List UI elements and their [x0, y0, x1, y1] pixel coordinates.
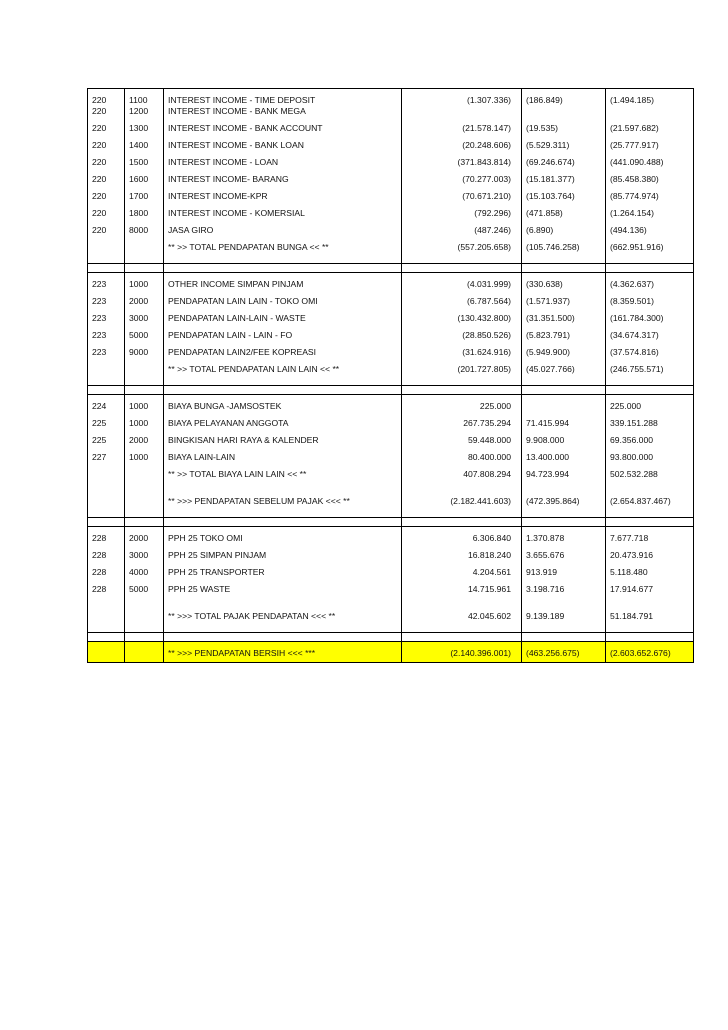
account-group-cell: 220 [88, 117, 125, 134]
value-cell-2: (5.529.311) [522, 134, 606, 151]
table-row [88, 151, 694, 168]
value-cell-1: 59.448.000 [402, 429, 522, 446]
separator-row [88, 386, 694, 395]
empty-cell [88, 480, 125, 490]
account-description-cell: PENDAPATAN LAIN LAIN - TOKO OMI [164, 290, 402, 307]
total-value-cell-3: (2.654.837.467) [606, 490, 694, 507]
account-group-cell: 227 [88, 446, 125, 463]
total-value-cell-2: (45.027.766) [522, 358, 606, 375]
empty-cell [125, 595, 164, 605]
empty-cell [164, 375, 402, 386]
table-row [88, 395, 694, 413]
empty-cell [402, 375, 522, 386]
total-value-cell-1: (2.182.441.603) [402, 490, 522, 507]
account-group-cell: 220 [88, 134, 125, 151]
account-group-cell: 223 [88, 341, 125, 358]
value-cell-1: (70.277.003) [402, 168, 522, 185]
separator-row [88, 264, 694, 273]
empty-cell [125, 507, 164, 518]
table-row [88, 134, 694, 151]
empty-cell [88, 236, 125, 253]
value-cell-1: 16.818.240 [402, 544, 522, 561]
account-code-cell: 5000 [125, 324, 164, 341]
empty-cell [402, 622, 522, 633]
empty-cell [606, 507, 694, 518]
empty-cell [88, 463, 125, 480]
empty-cell [606, 253, 694, 264]
account-description-cell: INTEREST INCOME - BANK MEGA [164, 106, 402, 117]
table-row [88, 117, 694, 134]
value-cell-2: 1.370.878 [522, 527, 606, 545]
value-cell-3: (85.774.974) [606, 185, 694, 202]
total-value-cell-1: 407.808.294 [402, 463, 522, 480]
value-cell-3: (4.362.637) [606, 273, 694, 291]
account-code-cell: 1000 [125, 446, 164, 463]
value-cell-3: (37.574.816) [606, 341, 694, 358]
empty-cell [88, 264, 125, 273]
value-cell-2: 3.655.676 [522, 544, 606, 561]
empty-cell [522, 507, 606, 518]
net-income-row [88, 642, 694, 663]
account-group-cell: 228 [88, 544, 125, 561]
value-cell-2: (69.246.674) [522, 151, 606, 168]
value-cell-2: 71.415.994 [522, 412, 606, 429]
total-row [88, 490, 694, 507]
value-cell-3: 20.473.916 [606, 544, 694, 561]
total-value-cell-3: 502.532.288 [606, 463, 694, 480]
value-cell-3: 7.677.718 [606, 527, 694, 545]
value-cell-1: (20.248.606) [402, 134, 522, 151]
empty-cell [402, 480, 522, 490]
table-row [88, 202, 694, 219]
value-cell-1: 267.735.294 [402, 412, 522, 429]
value-cell-2: (15.181.377) [522, 168, 606, 185]
table-row [88, 446, 694, 463]
value-cell-2: (6.890) [522, 219, 606, 236]
value-cell-1: (371.843.814) [402, 151, 522, 168]
value-cell-1: (21.578.147) [402, 117, 522, 134]
total-label-cell: ** >> TOTAL PENDAPATAN BUNGA << ** [164, 236, 402, 253]
value-cell-3: (21.597.682) [606, 117, 694, 134]
empty-cell [125, 642, 164, 663]
spacer-row [88, 375, 694, 386]
spacer-row [88, 507, 694, 518]
total-label-cell: ** >> TOTAL PENDAPATAN LAIN LAIN << ** [164, 358, 402, 375]
account-group-cell: 228 [88, 561, 125, 578]
account-group-cell: 223 [88, 273, 125, 291]
empty-cell [164, 386, 402, 395]
table-row [88, 341, 694, 358]
account-group-cell: 225 [88, 412, 125, 429]
value-cell-1: (4.031.999) [402, 273, 522, 291]
empty-cell [88, 375, 125, 386]
value-cell-3: 17.914.677 [606, 578, 694, 595]
account-description-cell: INTEREST INCOME- BARANG [164, 168, 402, 185]
empty-cell [164, 595, 402, 605]
account-code-cell: 1300 [125, 117, 164, 134]
value-cell-3: (161.784.300) [606, 307, 694, 324]
empty-cell [88, 358, 125, 375]
value-cell-2: 913.919 [522, 561, 606, 578]
empty-cell [88, 633, 125, 642]
table-row [88, 578, 694, 595]
table-row [88, 89, 694, 107]
separator-row [88, 633, 694, 642]
account-code-cell: 3000 [125, 307, 164, 324]
value-cell-2: (19.535) [522, 117, 606, 134]
account-description-cell: PPH 25 TRANSPORTER [164, 561, 402, 578]
account-description-cell: JASA GIRO [164, 219, 402, 236]
account-group-cell: 220 [88, 151, 125, 168]
empty-cell [522, 375, 606, 386]
empty-cell [125, 375, 164, 386]
table-row [88, 219, 694, 236]
account-code-cell: 1000 [125, 273, 164, 291]
account-description-cell: BIAYA LAIN-LAIN [164, 446, 402, 463]
value-cell-1: (70.671.210) [402, 185, 522, 202]
total-value-cell-2: (105.746.258) [522, 236, 606, 253]
value-cell-3: (8.359.501) [606, 290, 694, 307]
value-cell-2: (1.571.937) [522, 290, 606, 307]
value-cell-3: (34.674.317) [606, 324, 694, 341]
account-group-cell: 223 [88, 307, 125, 324]
empty-cell [88, 253, 125, 264]
account-description-cell: BIAYA BUNGA -JAMSOSTEK [164, 395, 402, 413]
table-row [88, 561, 694, 578]
empty-cell [606, 375, 694, 386]
value-cell-1: (487.246) [402, 219, 522, 236]
empty-cell [522, 595, 606, 605]
value-cell-3: (25.777.917) [606, 134, 694, 151]
table-row [88, 527, 694, 545]
empty-cell [125, 480, 164, 490]
account-description-cell: PENDAPATAN LAIN - LAIN - FO [164, 324, 402, 341]
value-cell-2: (471.858) [522, 202, 606, 219]
account-group-cell: 228 [88, 578, 125, 595]
value-cell-3: (85.458.380) [606, 168, 694, 185]
value-cell-1 [402, 106, 522, 117]
table-row [88, 324, 694, 341]
value-cell-3: 93.800.000 [606, 446, 694, 463]
table-row [88, 168, 694, 185]
empty-cell [522, 622, 606, 633]
value-cell-1: 14.715.961 [402, 578, 522, 595]
account-code-cell: 1800 [125, 202, 164, 219]
value-cell-3: 339.151.288 [606, 412, 694, 429]
empty-cell [164, 633, 402, 642]
account-description-cell: PPH 25 TOKO OMI [164, 527, 402, 545]
account-description-cell: INTEREST INCOME - BANK LOAN [164, 134, 402, 151]
total-value-cell-3: (246.755.571) [606, 358, 694, 375]
empty-cell [88, 386, 125, 395]
empty-cell [522, 264, 606, 273]
empty-cell [522, 633, 606, 642]
value-cell-1: 80.400.000 [402, 446, 522, 463]
net-income-label-cell: ** >>> PENDAPATAN BERSIH <<< *** [164, 642, 402, 663]
value-cell-1: (130.432.800) [402, 307, 522, 324]
empty-cell [164, 622, 402, 633]
value-cell-2: 9.908.000 [522, 429, 606, 446]
account-group-cell: 220 [88, 219, 125, 236]
account-code-cell: 1500 [125, 151, 164, 168]
empty-cell [88, 507, 125, 518]
table-row [88, 412, 694, 429]
total-label-cell: ** >>> TOTAL PAJAK PENDAPATAN <<< ** [164, 605, 402, 622]
account-group-cell: 220 [88, 168, 125, 185]
empty-cell [88, 605, 125, 622]
value-cell-3: 69.356.000 [606, 429, 694, 446]
empty-cell [606, 264, 694, 273]
empty-cell [522, 480, 606, 490]
empty-cell [125, 358, 164, 375]
value-cell-2: (5.949.900) [522, 341, 606, 358]
empty-cell [125, 253, 164, 264]
spacer-row [88, 253, 694, 264]
empty-cell [125, 490, 164, 507]
empty-cell [606, 480, 694, 490]
spacer-row [88, 622, 694, 633]
empty-cell [125, 386, 164, 395]
account-group-cell: 220 [88, 202, 125, 219]
total-row [88, 605, 694, 622]
account-code-cell: 1000 [125, 395, 164, 413]
account-description-cell: INTEREST INCOME - KOMERSIAL [164, 202, 402, 219]
account-group-cell: 223 [88, 324, 125, 341]
empty-cell [164, 518, 402, 527]
table-row [88, 429, 694, 446]
value-cell-2: (31.351.500) [522, 307, 606, 324]
account-group-cell: 224 [88, 395, 125, 413]
value-cell-1: 4.204.561 [402, 561, 522, 578]
total-value-cell-2: (472.395.864) [522, 490, 606, 507]
account-code-cell: 9000 [125, 341, 164, 358]
value-cell-2 [522, 106, 606, 117]
separator-row [88, 518, 694, 527]
table-row [88, 307, 694, 324]
total-value-cell-3: 51.184.791 [606, 605, 694, 622]
value-cell-3: 5.118.480 [606, 561, 694, 578]
empty-cell [522, 253, 606, 264]
empty-cell [402, 518, 522, 527]
empty-cell [402, 633, 522, 642]
empty-cell [606, 595, 694, 605]
empty-cell [88, 622, 125, 633]
empty-cell [606, 518, 694, 527]
value-cell-3: (1.494.185) [606, 89, 694, 107]
value-cell-3: (1.264.154) [606, 202, 694, 219]
account-group-cell: 225 [88, 429, 125, 446]
empty-cell [88, 490, 125, 507]
net-income-value-cell-2: (463.256.675) [522, 642, 606, 663]
account-group-cell: 220 [88, 185, 125, 202]
account-code-cell: 1400 [125, 134, 164, 151]
empty-cell [402, 386, 522, 395]
table-row [88, 185, 694, 202]
account-description-cell: BIAYA PELAYANAN ANGGOTA [164, 412, 402, 429]
value-cell-3: (494.136) [606, 219, 694, 236]
total-row [88, 358, 694, 375]
spacer-row [88, 595, 694, 605]
empty-cell [522, 518, 606, 527]
table-row [88, 273, 694, 291]
account-code-cell: 2000 [125, 290, 164, 307]
empty-cell [606, 386, 694, 395]
account-code-cell: 1000 [125, 412, 164, 429]
table-row [88, 290, 694, 307]
account-code-cell: 4000 [125, 561, 164, 578]
empty-cell [125, 518, 164, 527]
value-cell-2: 13.400.000 [522, 446, 606, 463]
spacer-row [88, 480, 694, 490]
empty-cell [402, 595, 522, 605]
account-code-cell: 8000 [125, 219, 164, 236]
total-value-cell-2: 9.139.189 [522, 605, 606, 622]
total-value-cell-2: 94.723.994 [522, 463, 606, 480]
account-description-cell: PPH 25 SIMPAN PINJAM [164, 544, 402, 561]
report-grid [87, 88, 694, 663]
empty-cell [606, 633, 694, 642]
financial-report-table [87, 88, 693, 663]
value-cell-2: (186.849) [522, 89, 606, 107]
value-cell-1: (6.787.564) [402, 290, 522, 307]
net-income-value-cell-1: (2.140.396.001) [402, 642, 522, 663]
empty-cell [125, 463, 164, 480]
total-row [88, 463, 694, 480]
account-group-cell: 228 [88, 527, 125, 545]
account-group-cell: 220 [88, 106, 125, 117]
value-cell-3: (441.090.488) [606, 151, 694, 168]
empty-cell [164, 264, 402, 273]
value-cell-3 [606, 106, 694, 117]
empty-cell [606, 622, 694, 633]
value-cell-1: (31.624.916) [402, 341, 522, 358]
empty-cell [125, 264, 164, 273]
value-cell-2: (5.823.791) [522, 324, 606, 341]
empty-cell [402, 253, 522, 264]
net-income-value-cell-3: (2.603.652.676) [606, 642, 694, 663]
empty-cell [125, 622, 164, 633]
value-cell-2: 3.198.716 [522, 578, 606, 595]
value-cell-2: (15.103.764) [522, 185, 606, 202]
empty-cell [164, 253, 402, 264]
account-description-cell: INTEREST INCOME-KPR [164, 185, 402, 202]
account-description-cell: BINGKISAN HARI RAYA & KALENDER [164, 429, 402, 446]
empty-cell [164, 480, 402, 490]
account-group-cell: 220 [88, 89, 125, 107]
account-description-cell: OTHER INCOME SIMPAN PINJAM [164, 273, 402, 291]
value-cell-1: (792.296) [402, 202, 522, 219]
empty-cell [125, 605, 164, 622]
total-row [88, 236, 694, 253]
account-code-cell: 2000 [125, 527, 164, 545]
value-cell-1: 6.306.840 [402, 527, 522, 545]
empty-cell [125, 633, 164, 642]
account-description-cell: PENDAPATAN LAIN-LAIN - WASTE [164, 307, 402, 324]
empty-cell [88, 595, 125, 605]
total-label-cell: ** >>> PENDAPATAN SEBELUM PAJAK <<< ** [164, 490, 402, 507]
empty-cell [88, 518, 125, 527]
account-group-cell: 223 [88, 290, 125, 307]
value-cell-1: (28.850.526) [402, 324, 522, 341]
table-row [88, 106, 694, 117]
total-value-cell-1: (557.205.658) [402, 236, 522, 253]
value-cell-1: (1.307.336) [402, 89, 522, 107]
account-description-cell: INTEREST INCOME - TIME DEPOSIT [164, 89, 402, 107]
table-row [88, 544, 694, 561]
total-label-cell: ** >> TOTAL BIAYA LAIN LAIN << ** [164, 463, 402, 480]
value-cell-1: 225.000 [402, 395, 522, 413]
account-code-cell: 1100 [125, 89, 164, 107]
total-value-cell-1: (201.727.805) [402, 358, 522, 375]
empty-cell [164, 507, 402, 518]
account-code-cell: 2000 [125, 429, 164, 446]
empty-cell [402, 507, 522, 518]
empty-cell [88, 642, 125, 663]
empty-cell [402, 264, 522, 273]
value-cell-2 [522, 395, 606, 413]
empty-cell [522, 386, 606, 395]
value-cell-3: 225.000 [606, 395, 694, 413]
account-code-cell: 1200 [125, 106, 164, 117]
account-code-cell: 3000 [125, 544, 164, 561]
account-code-cell: 1600 [125, 168, 164, 185]
account-description-cell: PENDAPATAN LAIN2/FEE KOPREASI [164, 341, 402, 358]
account-code-cell: 1700 [125, 185, 164, 202]
total-value-cell-1: 42.045.602 [402, 605, 522, 622]
empty-cell [125, 236, 164, 253]
account-description-cell: INTEREST INCOME - LOAN [164, 151, 402, 168]
value-cell-2: (330.638) [522, 273, 606, 291]
account-code-cell: 5000 [125, 578, 164, 595]
total-value-cell-3: (662.951.916) [606, 236, 694, 253]
account-description-cell: INTEREST INCOME - BANK ACCOUNT [164, 117, 402, 134]
account-description-cell: PPH 25 WASTE [164, 578, 402, 595]
